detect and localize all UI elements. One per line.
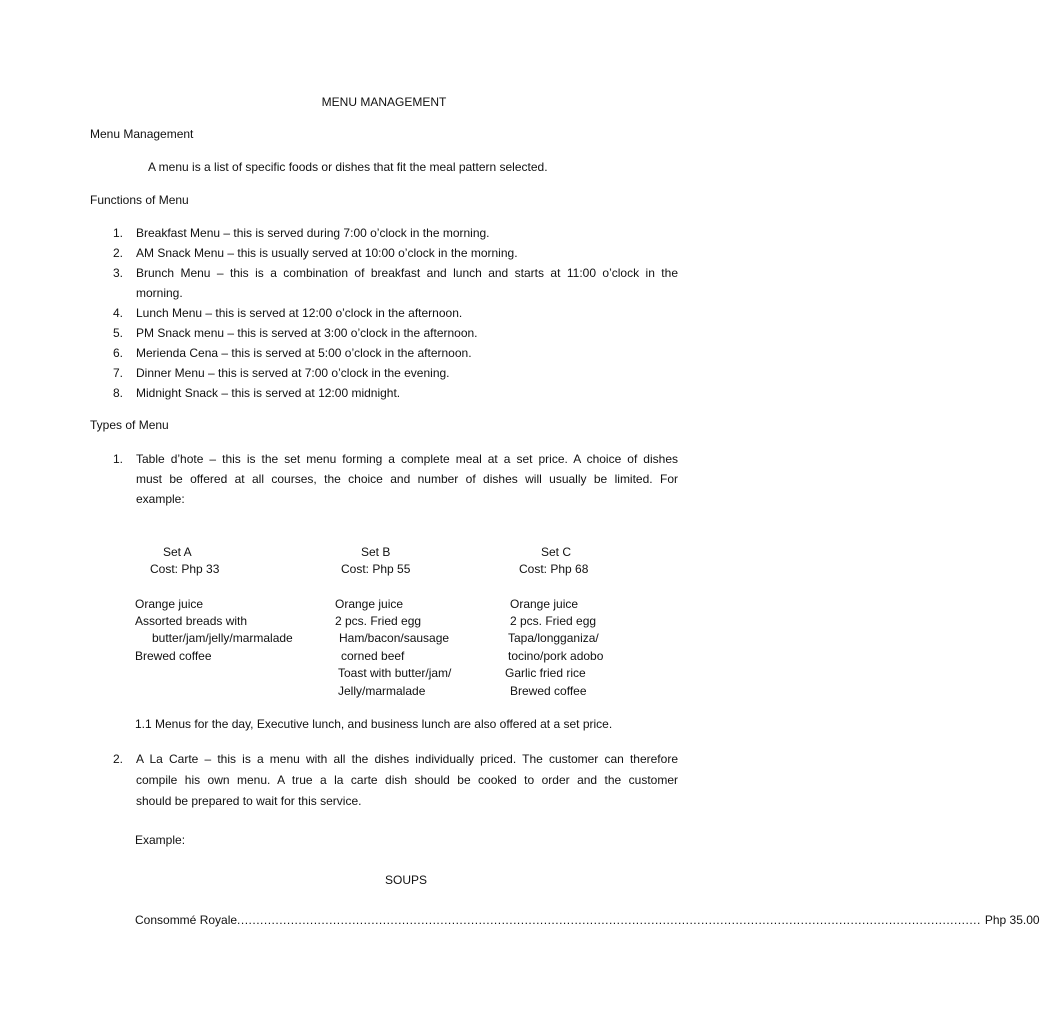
set-name: Set A: [163, 545, 192, 559]
list-number: 7.: [113, 366, 124, 380]
list-item-text: Lunch Menu – this is served at 12:00 o’clock in the afternoon.: [136, 306, 463, 320]
list-item-text: Dinner Menu – this is served at 7:00 o’clock in the evening.: [136, 366, 450, 380]
intro-paragraph: A menu is a list of specific foods or dishes that fit the meal pattern selected.: [148, 160, 548, 174]
soup-item-row: [135, 913, 1040, 927]
list-item-text: Breakfast Menu – this is served during 7:00 o’clock in the morning.: [136, 226, 490, 240]
list-item-text: Merienda Cena – this is served at 5:00 o’clock in the afternoon.: [136, 346, 472, 360]
set-item: corned beef: [341, 649, 405, 663]
list-number: 5.: [113, 326, 124, 340]
set-item: Toast with butter/jam/: [338, 666, 452, 680]
leader-dots: ..................................................................................................................................................................................................: [237, 913, 981, 927]
paragraph-line: A La Carte – this is a menu with all the dishes individually priced. The customer can therefore: [136, 752, 678, 766]
set-cost: Cost: Php 33: [150, 562, 220, 576]
list-number: 1.: [113, 226, 124, 240]
set-item: Brewed coffee: [510, 684, 587, 698]
list-number: 8.: [113, 386, 124, 400]
set-item: 2 pcs. Fried egg: [335, 614, 422, 628]
set-item: Assorted breads with: [135, 614, 248, 628]
set-item: Orange juice: [335, 597, 404, 611]
list-number: 6.: [113, 346, 124, 360]
list-number: 4.: [113, 306, 124, 320]
list-item-text: Midnight Snack – this is served at 12:00 midnight.: [136, 386, 401, 400]
note-1-1: 1.1 Menus for the day, Executive lunch, and business lunch are also offered at a set price.: [135, 717, 613, 731]
set-item: 2 pcs. Fried egg: [510, 614, 597, 628]
set-item: Tapa/longganiza/: [508, 631, 599, 645]
set-name: Set C: [541, 545, 572, 559]
list-number: 2.: [113, 246, 124, 260]
section-heading-functions: Functions of Menu: [90, 193, 189, 207]
section-heading-types: Types of Menu: [90, 418, 169, 432]
set-cost: Cost: Php 68: [519, 562, 589, 576]
paragraph-line: should be prepared to wait for this service.: [136, 794, 362, 808]
set-item: Orange juice: [135, 597, 204, 611]
paragraph-line: must be offered at all courses, the choice and number of dishes will usually be limited. For: [136, 472, 678, 486]
list-number: 1.: [113, 452, 124, 466]
set-item: Garlic fried rice: [505, 666, 586, 680]
soups-heading: SOUPS: [384, 873, 427, 887]
soup-item-price: Php 35.00: [984, 913, 1040, 927]
paragraph-line: Table d’hote – this is the set menu forming a complete meal at a set price. A choice of dishes: [136, 452, 678, 466]
set-item: Orange juice: [510, 597, 579, 611]
example-label: Example:: [135, 833, 186, 847]
list-item-text: morning.: [136, 286, 183, 300]
paragraph-line: compile his own menu. A true a la carte dish should be cooked to order and the customer: [136, 773, 678, 787]
set-item: Brewed coffee: [135, 649, 212, 663]
list-item-text: AM Snack Menu – this is usually served at 10:00 o’clock in the morning.: [136, 246, 518, 260]
set-item: Ham/bacon/sausage: [339, 631, 450, 645]
set-cost: Cost: Php 55: [341, 562, 411, 576]
list-number: 3.: [113, 266, 124, 280]
list-item-text: Brunch Menu – this is a combination of breakfast and lunch and starts at 11:00 o’clock in the: [136, 266, 678, 280]
set-item: tocino/pork adobo: [508, 649, 604, 663]
paragraph-line: example:: [136, 492, 185, 506]
page-title: MENU MANAGEMENT: [321, 95, 447, 109]
list-number: 2.: [113, 752, 124, 766]
list-item-text: PM Snack menu – this is served at 3:00 o’clock in the afternoon.: [136, 326, 478, 340]
set-item: Jelly/marmalade: [338, 684, 426, 698]
set-item: butter/jam/jelly/marmalade: [152, 631, 293, 645]
section-heading-menu-management: Menu Management: [90, 127, 194, 141]
set-name: Set B: [361, 545, 391, 559]
soup-item-name: Consommé Royale: [135, 913, 238, 927]
